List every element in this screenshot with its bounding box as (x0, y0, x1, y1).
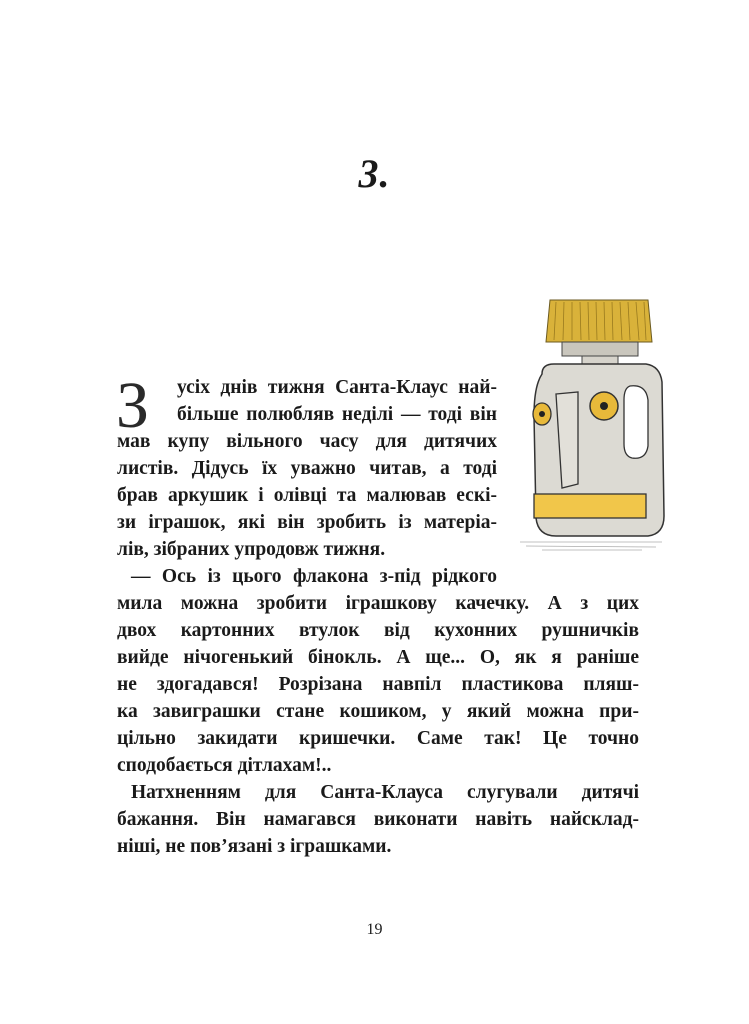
text-line: зи іграшок, які він зробить із матеріа- (117, 512, 497, 533)
text-line: вийде нічогенький бінокль. А ще... О, як я раніше (117, 647, 639, 668)
text-line: листів. Дідусь їх уважно читав, а тоді (117, 458, 497, 479)
text-line: не здогадався! Розрізана навпіл пластикова пляш- (117, 674, 639, 695)
text-line: цільно закидати кришечки. Саме так! Це точно (117, 728, 639, 749)
text-line: сподобається дітлахам!.. (117, 755, 332, 776)
text-line: мила можна зробити іграшкову качечку. А з цих (117, 593, 639, 614)
text-line: більше полюбляв неділі — тоді він (177, 404, 497, 425)
text-line: бажання. Він намагався виконати навіть найсклад- (117, 809, 639, 830)
bottle-robot-illustration (512, 296, 672, 556)
page-number: 19 (366, 921, 383, 938)
text-line: двох картонних втулок від кухонних рушничків (117, 620, 639, 641)
text-line: мав купу вільного часу для дитячих (117, 431, 497, 452)
text-line: брав аркушик і олівці та малював ескі- (117, 485, 497, 506)
drop-cap: З (116, 369, 150, 442)
text-line: усіх днів тижня Санта-Клаус най- (177, 377, 497, 398)
text-line: ніші, не пов’язані з іграшками. (117, 836, 392, 857)
text-line: — Ось із цього флакона з-під рідкого (131, 566, 497, 587)
brush-icon (546, 300, 652, 366)
eye-icon (533, 403, 551, 425)
text-line: Натхненням для Санта-Клауса слугували дитячі (131, 782, 639, 803)
eye-icon (590, 392, 618, 420)
text-line: ка завиграшки стане кошиком, у який можна при- (117, 701, 639, 722)
chapter-title: 3. (358, 151, 391, 196)
text-line: лів, зібраних упродовж тижня. (117, 539, 386, 560)
